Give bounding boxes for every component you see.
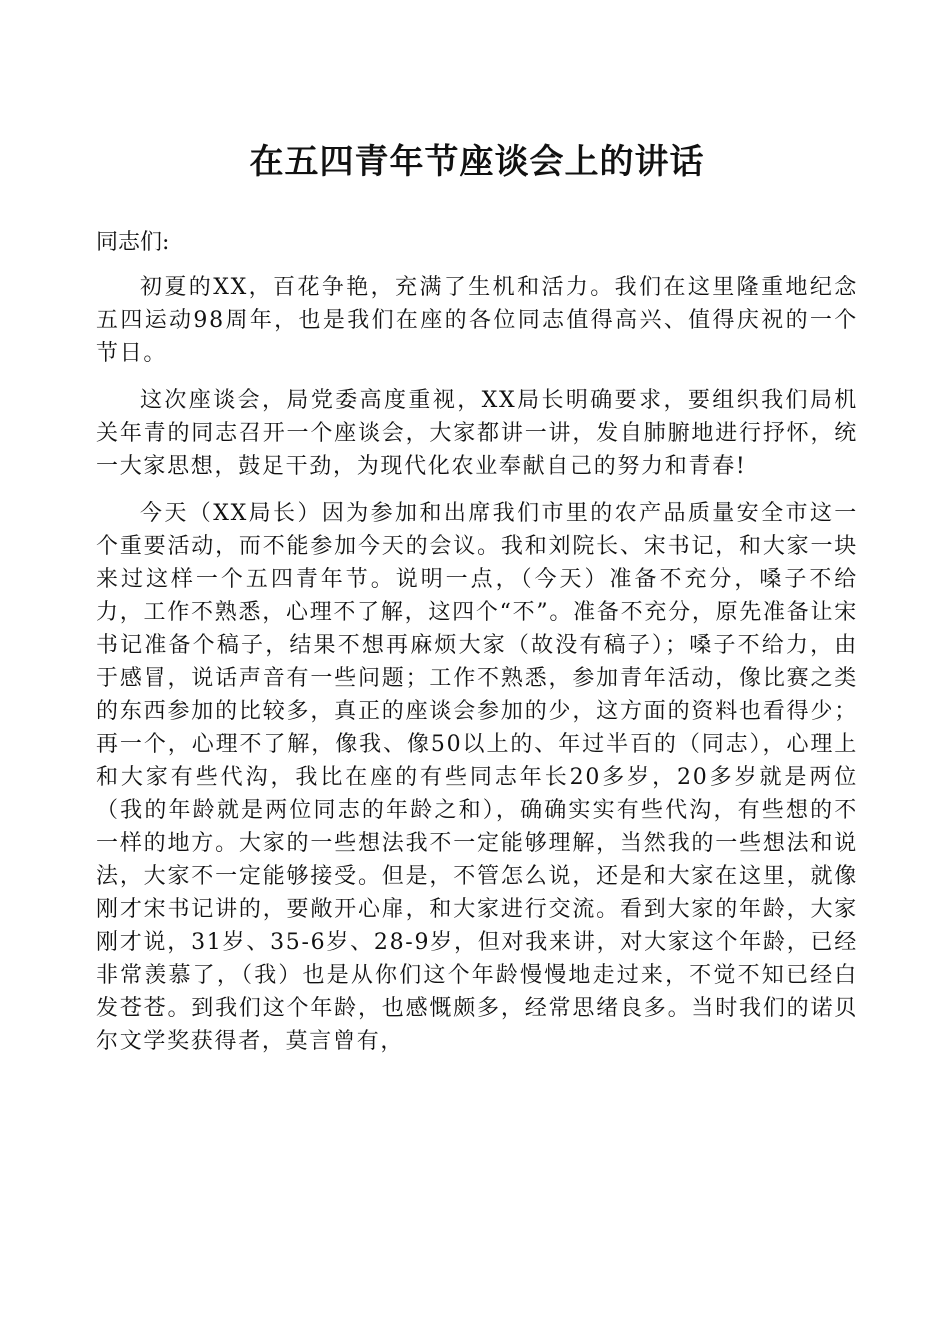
paragraph-2: 这次座谈会，局党委高度重视，XX局长明确要求，要组织我们局机关年青的同志召开一个座谈会，大家都讲一讲，发自肺腑地进行抒怀，统一大家思想，鼓足干劲，为现代化农业奉献自己的努力和青春! <box>96 388 858 479</box>
salutation: 同志们: <box>96 230 170 255</box>
page-title: 在五四青年节座谈会上的讲话 <box>249 142 705 182</box>
paragraph-3: 今天（XX局长）因为参加和出席我们市里的农产品质量安全市这一个重要活动，而不能参加今天的会议。我和刘院长、宋书记，和大家一块来过这样一个五四青年节。说明一点，（今天）准备不充分，嗓子不给力，工作不熟悉，心理不了解，这四个“不”。准备不充分，原先准备让宋书记准备个稿子，结果不想再麻烦大家（故没有稿子）；嗓子不给力，由于感冒，说话声音有一些问题；工作不熟悉，参加青年活动，像比赛之类的东西参加的比较多，真正的座谈会参加的少，这方面的资料也看得少；再一个，心理不了解，像我、像50以上的、年过半百的（同志），心理上和大家有些代沟，我比在座的有些同志年长20多岁，20多岁就是两位（我的年龄就是两位同志的年龄之和），确确实实有些代沟，有些想的不一样的地方。大家的一些想法我不一定能够理解，当然我的一些想法和说法，大家不一定能够接受。但是，不管怎么说，还是和大家在这里，就像刚才宋书记讲的，要敞开心扉，和大家进行交流。看到大家的年龄，大家刚才说，31岁、35-6岁、28-9岁，但对我来讲，对大家这个年龄，已经非常羡慕了，（我）也是从你们这个年龄慢慢地走过来，不觉不知已经白发苍苍。到我们这个年龄，也感慨颇多，经常思绪良多。当时我们的诺贝尔文学奖获得者，莫言曾有， <box>96 501 858 1054</box>
paragraph-1: 初夏的XX，百花争艳，充满了生机和活力。我们在这里隆重地纪念五四运动98周年，也是我们在座的各位同志值得高兴、值得庆祝的一个节日。 <box>96 275 858 366</box>
document-page <box>96 0 858 1058</box>
